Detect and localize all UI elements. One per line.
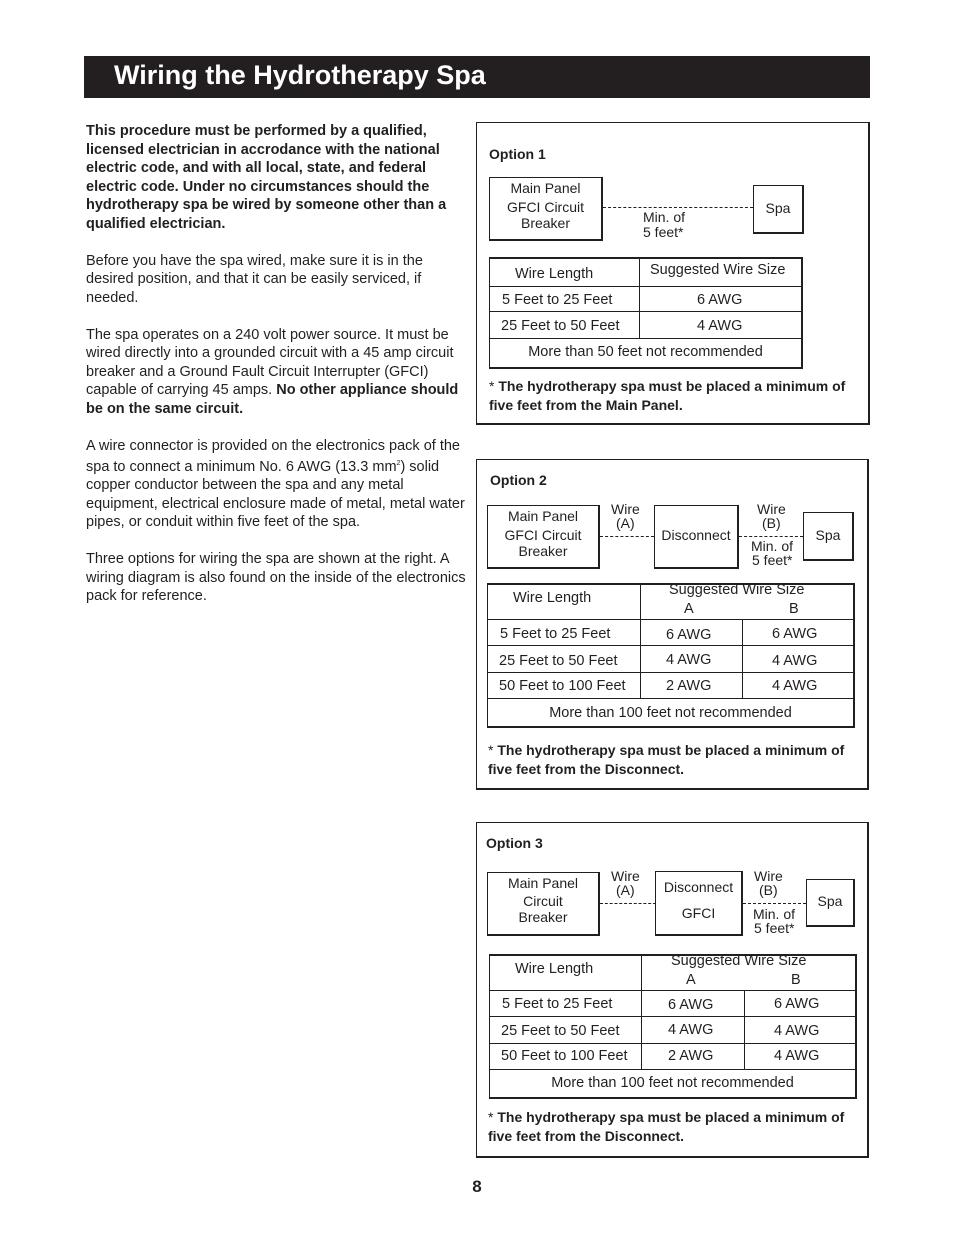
option1-row2-size: 4 AWG xyxy=(697,318,743,334)
option3-wire-a-line xyxy=(600,903,656,904)
option2-note xyxy=(488,741,863,778)
option2-row1-length: 5 Feet to 25 Feet xyxy=(500,626,611,642)
option3-row2-a: 4 AWG xyxy=(668,1022,714,1038)
option2-panel-line2: GFCI Circuit xyxy=(504,527,582,543)
option3-panel-line3: Breaker xyxy=(518,909,568,925)
option3-row2-length: 25 Feet to 50 Feet xyxy=(501,1023,620,1039)
option3-panel-line2: Circuit xyxy=(523,893,563,909)
option2-disconnect-box xyxy=(654,505,739,569)
option2-wire-b-line1: Wire xyxy=(757,501,786,517)
option1-row1-length: 5 Feet to 25 Feet xyxy=(502,292,613,308)
option1-table-rule xyxy=(490,338,801,339)
option1-spa-label: Spa xyxy=(765,200,791,216)
option3-main-panel-box xyxy=(487,872,600,936)
option2-wire-table xyxy=(487,583,855,728)
option3-row1-b: 6 AWG xyxy=(774,996,820,1012)
option3-table-rule xyxy=(490,1069,855,1070)
option3-note-text: The hydrotherapy spa must be placed a minimum of five feet from the Disconnect. xyxy=(488,1109,845,1144)
option2-table-rule xyxy=(488,645,853,646)
option2-header-size: Suggested Wire Size xyxy=(669,582,805,598)
connector-text-b: ) solid copper conductor between the spa and any metal equipment, electrical enclosure made of metal, metal water pipes, or conduit within five feet of the spa. xyxy=(86,458,465,531)
option1-min-line2: 5 feet* xyxy=(643,224,684,240)
option2-spa-label: Spa xyxy=(815,527,841,543)
option3-wire-table xyxy=(489,954,857,1099)
option1-table-rule xyxy=(490,286,801,287)
option3-table-divider xyxy=(641,956,642,1070)
connector-text-a: A wire connector is provided on the electronics pack of the spa to connect a minimum No. 6 AWG (13.3 mm xyxy=(86,437,460,475)
option2-min-line2: 5 feet* xyxy=(752,552,793,568)
option1-panel-line1: Main Panel xyxy=(510,180,581,196)
option3-spa-box xyxy=(806,879,855,927)
option2-wire-b-line2: (B) xyxy=(762,515,781,531)
option2-row3-a: 2 AWG xyxy=(666,678,712,694)
option3-spa-label: Spa xyxy=(817,893,843,909)
option1-header-size: Suggested Wire Size xyxy=(650,262,786,278)
option3-min-line1: Min. of xyxy=(753,906,796,922)
option2-wire-b-line xyxy=(739,536,803,537)
option3-footer: More than 100 feet not recommended xyxy=(551,1075,794,1091)
option3-title: Option 3 xyxy=(486,835,543,851)
option2-note-star: * xyxy=(488,742,498,758)
option2-row3-b: 4 AWG xyxy=(772,678,818,694)
option2-row1-a: 6 AWG xyxy=(666,627,712,643)
option2-row3-length: 50 Feet to 100 Feet xyxy=(499,678,626,694)
option2-title: Option 2 xyxy=(490,472,547,488)
option3-disconnect-line2: GFCI xyxy=(681,905,716,921)
option2-table-rule xyxy=(488,619,853,620)
option1-note-text: The hydrotherapy spa must be placed a minimum of five feet from the Main Panel. xyxy=(489,378,846,413)
option2-wire-a-line1: Wire xyxy=(611,501,640,517)
option3-disconnect-box xyxy=(655,871,743,936)
option2-header-b: B xyxy=(789,601,799,617)
option3-table-rule xyxy=(490,990,855,991)
option3-header-a: A xyxy=(686,972,696,988)
option2-table-divider xyxy=(640,585,641,699)
option1-wire-table xyxy=(489,257,803,369)
option1-spa-box xyxy=(753,185,804,234)
connector-paragraph xyxy=(86,437,466,532)
warning-paragraph: This procedure must be performed by a qualified, licensed electrician in accrodance with the national electric code, and with all local, state, and federal electric code. Under no circumstances should the hydrotherapy spa be wired by someone other than a qualified electrician. xyxy=(86,123,447,232)
power-text: The spa operates on a 240 volt power source. It must be wired directly into a grounded circuit with a 45 amp circuit breaker and a Ground Fault Circuit Interrupter (GFCI) capable of carrying 45 amps. xyxy=(86,326,454,398)
option2-header-length: Wire Length xyxy=(513,590,592,606)
option3-table-rule xyxy=(490,1016,855,1017)
option2-table-rule xyxy=(488,672,853,673)
position-paragraph: Before you have the spa wired, make sure it is in the desired position, and that it can be easily serviced, if needed. xyxy=(86,252,423,306)
option3-min-line2: 5 feet* xyxy=(754,920,795,936)
option2-table-divider xyxy=(742,620,743,699)
option2-row2-a: 4 AWG xyxy=(666,652,712,668)
option3-wire-b-line2: (B) xyxy=(759,882,778,898)
title-bar xyxy=(84,56,870,98)
option1-table-divider xyxy=(639,259,640,339)
option3-header-length: Wire Length xyxy=(515,961,594,977)
page-number: 8 xyxy=(472,1177,482,1196)
option2-header-a: A xyxy=(684,601,694,617)
option3-row1-length: 5 Feet to 25 Feet xyxy=(502,996,613,1012)
option2-spa-box xyxy=(803,512,854,561)
option1-row2-length: 25 Feet to 50 Feet xyxy=(501,318,620,334)
option1-header-length: Wire Length xyxy=(515,266,594,282)
connector-superscript: 2 xyxy=(396,460,401,467)
option3-row2-b: 4 AWG xyxy=(774,1023,820,1039)
option2-wire-a-line2: (A) xyxy=(616,515,635,531)
option1-note-star: * xyxy=(489,378,499,394)
option2-disconnect-label: Disconnect xyxy=(661,527,731,543)
option2-wire-a-line xyxy=(600,536,654,537)
option3-disconnect-line1: Disconnect xyxy=(663,879,734,895)
option3-table-divider xyxy=(744,991,745,1070)
option1-row1-size: 6 AWG xyxy=(697,292,743,308)
power-warning: No other appliance should be on the same circuit. xyxy=(86,382,459,417)
option3-row3-length: 50 Feet to 100 Feet xyxy=(501,1048,628,1064)
option2-row1-b: 6 AWG xyxy=(772,626,818,642)
option2-panel xyxy=(476,459,869,790)
option2-table-rule xyxy=(488,698,853,699)
option3-header-b: B xyxy=(791,972,801,988)
option1-panel-line2: GFCI Circuit xyxy=(507,199,584,215)
option1-panel xyxy=(476,122,870,425)
option3-wire-b-line1: Wire xyxy=(754,868,783,884)
option1-panel-line3: Breaker xyxy=(520,215,571,231)
option1-footer: More than 50 feet not recommended xyxy=(528,344,763,360)
power-paragraph xyxy=(86,326,466,419)
option1-min-line1: Min. of xyxy=(643,209,686,225)
option3-wire-a-line1: Wire xyxy=(611,868,640,884)
option2-main-panel-box xyxy=(487,505,600,569)
option2-note-text: The hydrotherapy spa must be placed a minimum of five feet from the Disconnect. xyxy=(488,742,845,777)
option1-note xyxy=(489,377,864,414)
page-title: Wiring the Hydrotherapy Spa xyxy=(114,60,486,90)
option3-wire-a-line2: (A) xyxy=(616,882,635,898)
options-paragraph: Three options for wiring the spa are shown at the right. A wiring diagram is also found on the inside of the electronics pack for reference. xyxy=(86,551,466,605)
option3-note-star: * xyxy=(488,1109,498,1125)
option3-wire-b-line xyxy=(743,903,806,904)
option1-title: Option 1 xyxy=(489,146,546,162)
option1-table-rule xyxy=(490,311,801,312)
option2-panel-line1: Main Panel xyxy=(507,508,579,524)
option2-footer: More than 100 feet not recommended xyxy=(549,705,792,721)
option3-row3-b: 4 AWG xyxy=(774,1048,820,1064)
option2-min-line1: Min. of xyxy=(751,538,794,554)
option1-wire-line xyxy=(603,207,753,208)
intro-text xyxy=(86,122,466,624)
option3-table-rule xyxy=(490,1043,855,1044)
option3-note xyxy=(488,1108,863,1145)
option3-row3-a: 2 AWG xyxy=(668,1048,714,1064)
option3-row1-a: 6 AWG xyxy=(668,997,714,1013)
option3-header-size: Suggested Wire Size xyxy=(671,953,807,969)
option3-panel-line1: Main Panel xyxy=(507,875,579,891)
option1-main-panel-box xyxy=(489,177,603,241)
option3-panel xyxy=(476,822,869,1158)
option2-row2-b: 4 AWG xyxy=(772,653,818,669)
option2-panel-line3: Breaker xyxy=(518,543,568,559)
option2-row2-length: 25 Feet to 50 Feet xyxy=(499,653,618,669)
